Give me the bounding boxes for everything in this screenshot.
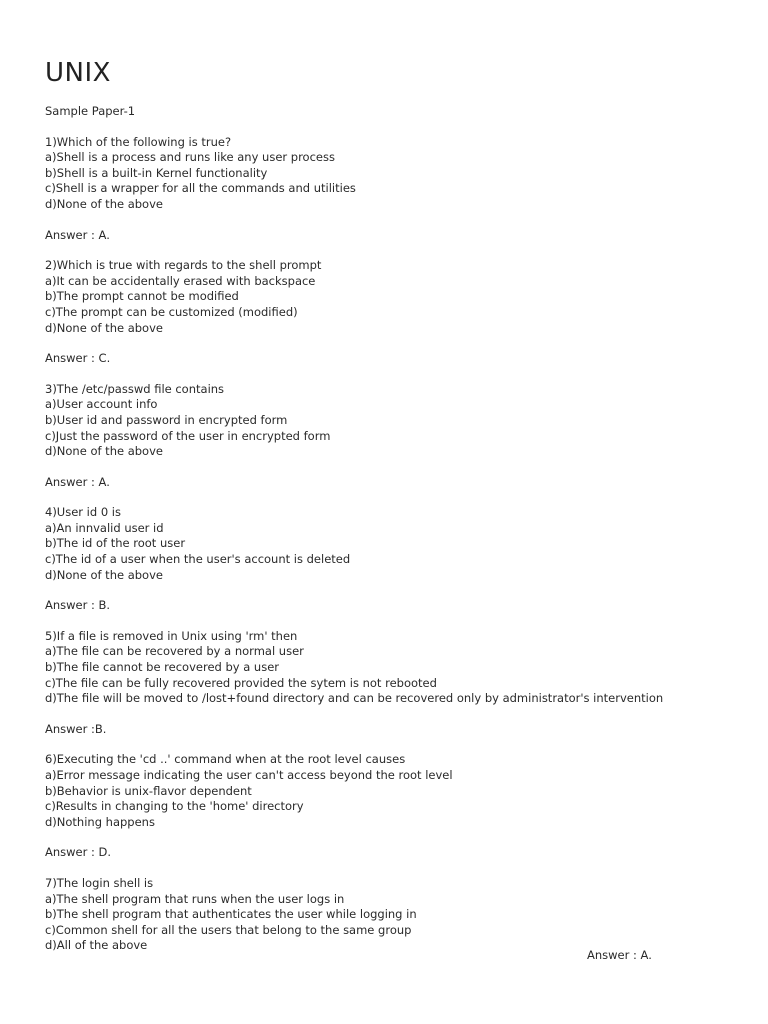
option-d: d)None of the above	[45, 444, 163, 459]
option-a: a)The file can be recovered by a normal user	[45, 644, 304, 659]
option-a: a)Error message indicating the user can't access beyond the root level	[45, 768, 453, 782]
option-a: a)It can be accidentally erased with backspace	[45, 273, 316, 288]
option-c: c)The id of a user when the user's account is deleted	[45, 552, 351, 567]
option-a: a)Shell is a process and runs like any user process	[45, 150, 335, 165]
option-a: a)User account info	[45, 397, 158, 412]
option-b: b)The shell program that authenticates the user while logging in	[45, 907, 417, 922]
option-a: a)The shell program that runs when the user logs in	[45, 891, 345, 906]
question-text: 4)User id 0 is	[45, 505, 121, 520]
option-d: d)All of the above	[45, 938, 148, 953]
option-b: b)Shell is a built-in Kernel functionality	[45, 165, 268, 180]
option-b: b)The prompt cannot be modified	[45, 289, 239, 304]
option-d: d)None of the above	[45, 196, 163, 211]
question-text: 3)The /etc/passwd file contains	[45, 381, 225, 396]
question-block-6	[45, 752, 745, 830]
answer-3: Answer : A.	[45, 474, 110, 489]
question-block-3	[45, 382, 745, 460]
answer-1: Answer : A.	[45, 227, 110, 242]
option-d: d)The file will be moved to /lost+found directory and can be recovered only by administrator's intervention	[45, 691, 664, 706]
option-b: b)Behavior is unix-flavor dependent	[45, 783, 252, 798]
answer-4: Answer : B.	[45, 598, 111, 613]
answer-6: Answer : D.	[45, 845, 112, 860]
option-c: c)Just the password of the user in encrypted form	[45, 428, 331, 443]
question-block-4	[45, 505, 745, 583]
question-block-1	[45, 135, 745, 213]
question-text: 2)Which is true with regards to the shell prompt	[45, 258, 322, 273]
option-b: b)The id of the root user	[45, 536, 186, 551]
option-b: b)User id and password in encrypted form	[45, 412, 288, 427]
question-block-2	[45, 258, 745, 336]
answer-7: Answer : A.	[587, 948, 652, 962]
option-c: c)Results in changing to the 'home' directory	[45, 799, 304, 814]
option-c: c)Shell is a wrapper for all the commands and utilities	[45, 181, 356, 196]
option-c: c)The file can be fully recovered provided the sytem is not rebooted	[45, 675, 437, 690]
answer-5: Answer :B.	[45, 721, 107, 736]
page-subtitle: Sample Paper-1	[45, 104, 136, 118]
option-c: c)Common shell for all the users that belong to the same group	[45, 922, 412, 937]
option-d: d)Nothing happens	[45, 814, 155, 829]
document-page	[45, 58, 745, 969]
question-text: 6)Executing the 'cd ..' command when at the root level causes	[45, 752, 406, 767]
option-a: a)An innvalid user id	[45, 520, 164, 535]
option-b: b)The file cannot be recovered by a user	[45, 660, 280, 675]
page-title: UNIX	[45, 58, 111, 88]
question-text: 5)If a file is removed in Unix using 'rm' then	[45, 628, 298, 643]
answer-2: Answer : C.	[45, 351, 111, 366]
question-block-5	[45, 629, 745, 707]
option-c: c)The prompt can be customized (modified)	[45, 304, 298, 319]
question-block-7	[45, 876, 745, 954]
question-text: 7)The login shell is	[45, 875, 154, 890]
option-d: d)None of the above	[45, 567, 163, 582]
question-text: 1)Which of the following is true?	[45, 134, 232, 149]
option-d: d)None of the above	[45, 320, 163, 335]
